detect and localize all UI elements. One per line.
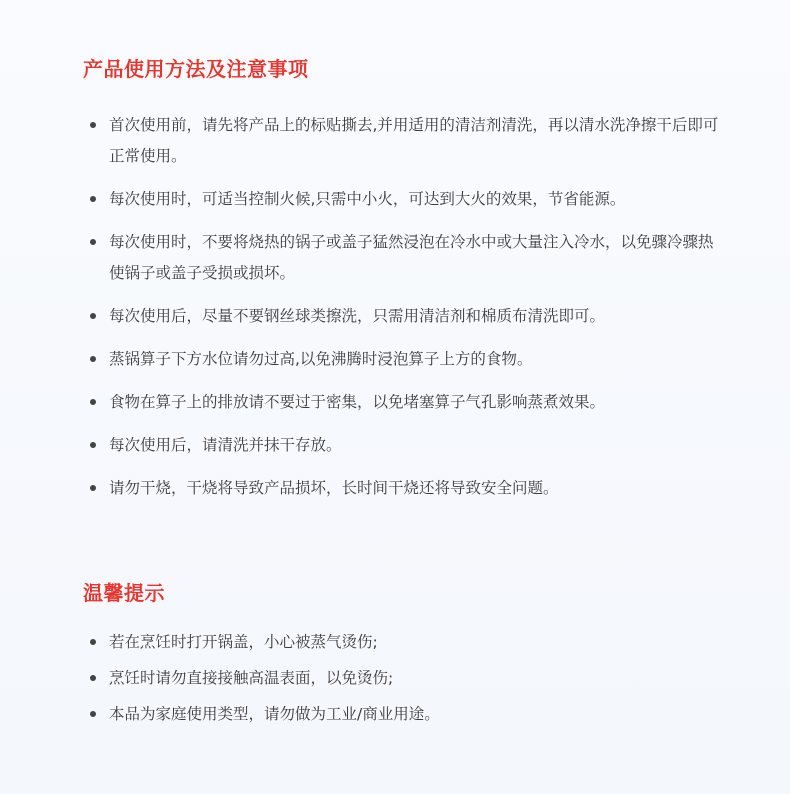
usage-instructions-list xyxy=(83,110,723,516)
list-item: 首次使用前，请先将产品上的标贴撕去,并用适用的清洁剂清洗，再以清水洗净擦干后即可正常使用。 xyxy=(83,110,723,172)
list-item: 每次使用后，尽量不要钢丝球类擦洗，只需用清洁剂和棉质布清洗即可。 xyxy=(83,301,723,332)
usage-section-title: 产品使用方法及注意事项 xyxy=(83,57,309,81)
list-item: 蒸锅算子下方水位请勿过高,以免沸腾时浸泡算子上方的食物。 xyxy=(83,344,723,375)
tips-list xyxy=(83,630,723,738)
tips-section-title: 温馨提示 xyxy=(83,581,165,605)
list-item: 每次使用时，可适当控制火候,只需中小火，可达到大火的效果，节省能源。 xyxy=(83,184,723,215)
list-item: 请勿干烧，干烧将导致产品损坏，长时间干烧还将导致安全问题。 xyxy=(83,473,723,504)
list-item: 若在烹饪时打开锅盖，小心被蒸气烫伤; xyxy=(83,630,723,654)
list-item: 本品为家庭使用类型，请勿做为工业/商业用途。 xyxy=(83,702,723,726)
list-item: 烹饪时请勿直接接触高温表面，以免烫伤; xyxy=(83,666,723,690)
list-item: 每次使用后，请清洗并抹干存放。 xyxy=(83,430,723,461)
list-item: 食物在算子上的排放请不要过于密集，以免堵塞算子气孔影响蒸煮效果。 xyxy=(83,387,723,418)
list-item: 每次使用时，不要将烧热的锅子或盖子猛然浸泡在冷水中或大量注入冷水，以免骤冷骤热使锅子或盖子受损或损坏。 xyxy=(83,227,723,289)
